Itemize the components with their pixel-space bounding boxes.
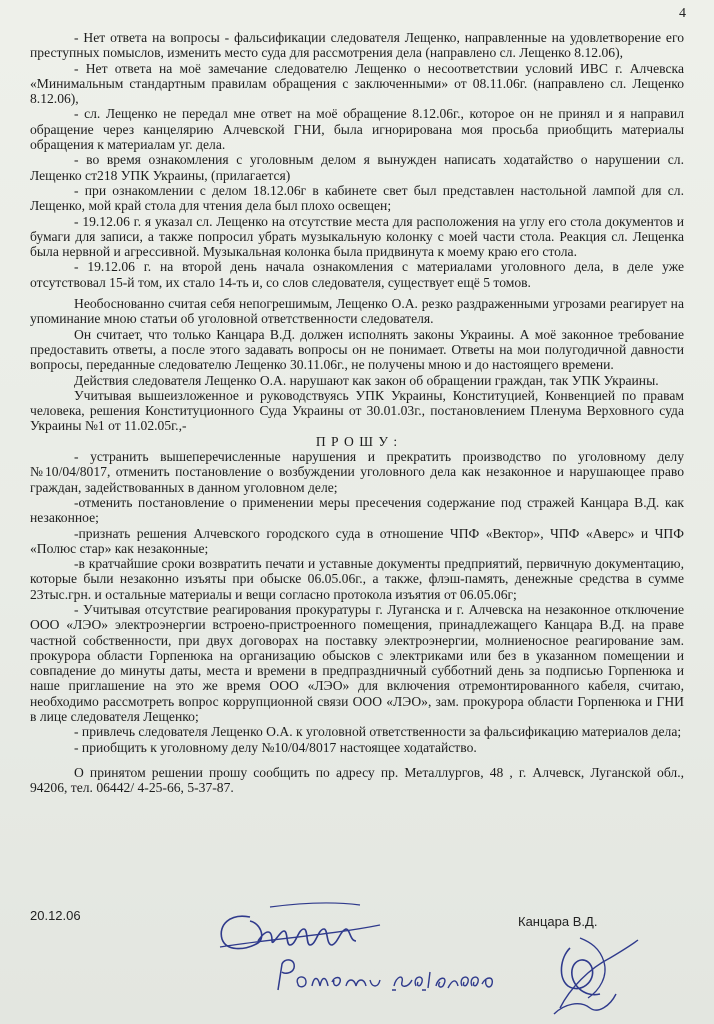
document-date: 20.12.06 (30, 908, 81, 923)
request-item: -в кратчайшие сроки возвратить печати и уставные документы предприятий, первичную документацию, которые были незаконно изъяты при обыске 06.05.06г., а также, флэш-память, денежные средства в сумме 23тыс.грн. и остальные материалы и вещи согласно протокола изъятия от 06.05.06г; (30, 556, 684, 602)
paragraph: - при ознакомлении с делом 18.12.06г в кабинете свет был представлен настольной лампой для сл. Лещенко, мой край стола для чтения дела был плохо освещен; (30, 182, 684, 214)
request-item: -отменить постановление о применении меры пресечения содержание под стражей Канцара В.Д. как незаконное; (30, 494, 684, 526)
paragraph: - сл. Лещенко не передал мне ответ на моё обращение 8.12.06г., которое он не принял и я направил обращение через канцелярию Алчевской ГНИ, была игнорирована моя просьба приобщить материалы обращения к материалам уг. дела. (30, 106, 684, 153)
paragraph: - 19.12.06 г. я указал сл. Лещенко на отсутствие места для расположения на углу его стола документов и бумаги для записи, а также попросил убрать музыкальную колонку с моей части стола. Реакция сл. Лещенка была нервной и агрессивной. Музыкальная колонка была придвинута к моему краю его стола. (30, 213, 684, 260)
request-item: -признать решения Алчевского городского суда в отношение ЧПФ «Вектор», ЧПФ «Аверс» и ЧПФ «Полюс стар» как незаконные; (30, 525, 684, 556)
request-item: - привлечь следователя Лещенко О.А. к уголовной ответственности за фальсификацию материалов дела; (74, 724, 682, 740)
paragraph: - Нет ответа на моё замечание следователю Лещенко о несоответствии условий ИВС г. Алчевска «Минимальным стандартным правилам обращения с заключенными» от 08.11.06г. (направлено сл. Лещенко 8.12.06), (30, 60, 684, 107)
page-number: 4 (679, 6, 686, 21)
document-body (30, 30, 684, 796)
paragraph: Необоснованно считая себя непогрешимым, Лещенко О.А. резко раздраженными угрозами реагирует на упоминание мною статьи об уголовной ответственности следователя. (30, 296, 684, 327)
signature-secondary (540, 928, 650, 1023)
paragraph: - 19.12.06 г. на второй день начала ознакомления с материалами уголовного дела, в деле уже отсутствовал 15-й том, их стало 14-ть и, со слов следователя, существует ещё 5 томов. (30, 259, 684, 290)
request-item: - устранить вышеперечисленные нарушения и прекратить производство по уголовному делу №10/04/8017, отменить постановление о возбуждении уголовного дела как незаконное и нарушающее право граждан, задействованных в данном уголовном деле; (30, 449, 684, 495)
contact-paragraph: О принятом решении прошу сообщить по адресу пр. Металлургов, 48 , г. Алчевск, Луганской обл., 94206, тел. 06442/ 4-25-66, 5-37-87. (30, 764, 684, 796)
paragraph: - Нет ответа на вопросы - фальсификации следователя Лещенко, направленные на удовлетворение его преступных помыслов, изменить место суда для рассмотрения дела (направлено сл. Лещенко 8.12.06), (30, 30, 684, 61)
signer-name: Канцара В.Д. (518, 914, 598, 929)
request-item: - приобщить к уголовному делу №10/04/8017 настоящее ходатайство. (74, 739, 477, 755)
paragraph: Действия следователя Лещенко О.А. нарушают как закон об обращении граждан, так УПК Украины. (74, 372, 659, 388)
request-item: - Учитывая отсутствие реагирования прокуратуры г. Луганска и г. Алчевска на незаконное отключение ООО «ЛЭО» электроэнергии встроено-пристроенного помещения, принадлежащего Канцара В.Д. на праве частной собственности, при двух договорах на поставку электроэнергии, молниеносное реагирование зам. прокурора области Горпенюка на организацию обысков с электриками или без в указанном помещении и совпадение до минуты даты, места и времени в предпраздничный субботний день за подписью Горпенюка и наше приглашение на это же время ООО «ЛЭО» для включения отремонтированного кабеля, считаю, необходимо рассмотреть вопрос коррупционной связи ООО «ЛЭО», зам. прокурора области Горпенюка и ГНИ в лице следователя Лещенко; (30, 601, 684, 725)
paragraph: Учитывая вышеизложенное и руководствуясь УПК Украины, Конституцией, Конвенцией по правам человека, решения Конституционного Суда Украины от 30.01.03г., постановлением Пленума Верховного суда Украины №1 от 11.02.05г.,- (30, 387, 684, 434)
paragraph: - во время ознакомления с уголовным делом я вынужден написать ходатайство о нарушении сл. Лещенко ст218 УПК Украины, (прилагается) (30, 152, 684, 183)
handwritten-receipt-note (272, 950, 512, 1000)
paragraph: Он считает, что только Канцара В.Д. должен исполнять законы Украины. А моё законное требование предоставить ответы, а после этого задавать вопросы он не понимает. Ответы на мои полугодичной давности вопросы, переданные следователю Лещенко 30.11.06г., не получены мною и до настоящего времени. (30, 326, 684, 373)
request-heading: П Р О Ш У : (315, 433, 399, 449)
